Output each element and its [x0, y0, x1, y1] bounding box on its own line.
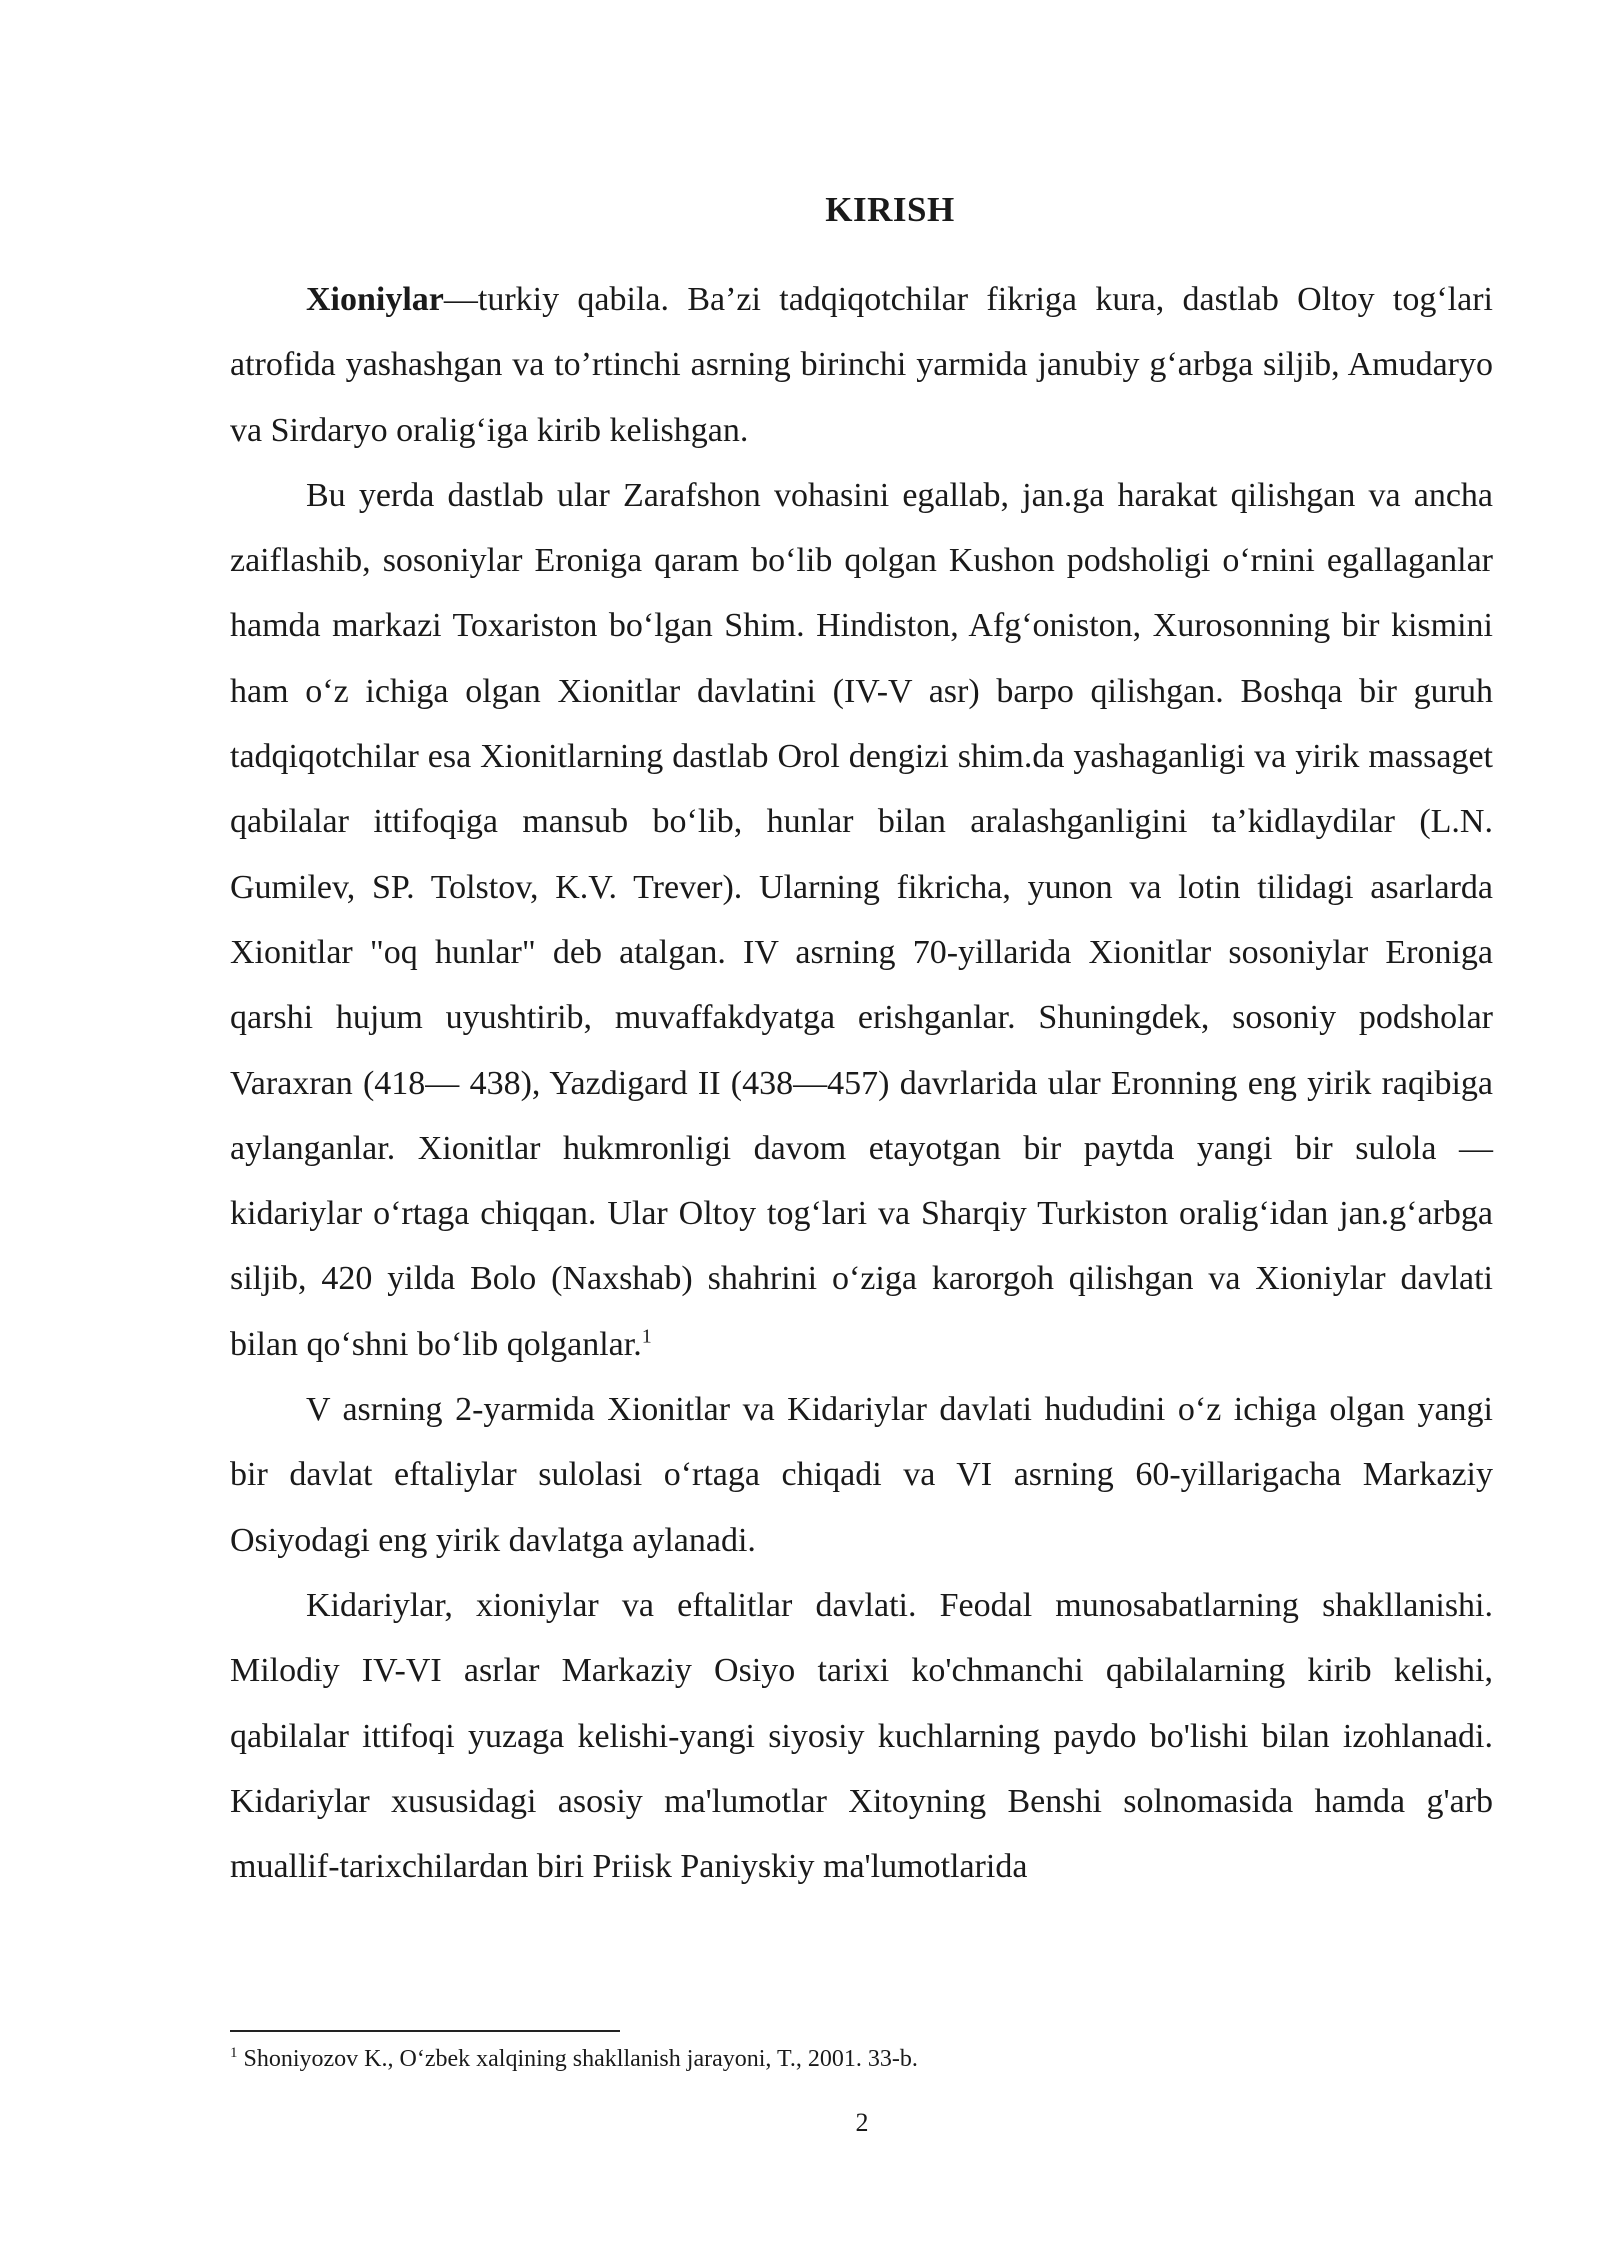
footnote-reference[interactable]: 1	[641, 1325, 652, 1348]
footnote-divider	[230, 2030, 620, 2032]
page-number: 2	[855, 2108, 869, 2137]
paragraph-1	[230, 267, 1493, 463]
body-text	[230, 267, 1493, 1899]
paragraph-text: V asrning 2-yarmida Xionitlar va Kidariylar davlati hududini o‘z ichiga olgan yangi bir davlat eftaliylar sulolasi o‘rtaga chiqadi va VI asrning 60-yillarigacha Markaziy Osiyodagi eng yirik davlatga aylanadi.	[230, 1391, 1493, 1559]
paragraph-text: Bu yerda dastlab ular Zarafshon vohasini egallab, jan.ga harakat qilishgan va ancha zaiflashib, sosoniylar Eroniga qaram bo‘lib qolgan Kushon podsholigi o‘rnini egallaganlar hamda markazi Toxariston bo‘lgan Shim. Hindiston, Afg‘oniston, Xurosonning bir kismini ham o‘z ichiga olgan Xionitlar davlatini (IV-V asr) barpo qilishgan. Boshqa bir guruh tadqiqotchilar esa Xionitlarning dastlab Orol dengizi shim.da yashaganligi va yirik massaget qabilalar ittifoqiga mansub bo‘lib, hunlar bilan aralashganligini ta’kidlaydilar (L.N. Gumilev, SP. Tolstov, K.V. Trever). Ularning fikricha, yunon va lotin tilidagi asarlarda Xionitlar "oq hunlar" deb atalgan. IV asrning 70-yillarida Xionitlar sosoniylar Eroniga qarshi hujum uyushtirib, muvaffakdyatga erishganlar. Shuningdek, sosoniy podsholar Varaxran (418— 438), Yazdigard II (438—457) davrlarida ular Eronning eng yirik raqibiga aylanganlar. Xionitlar hukmronligi davom etayotgan bir paytda yangi bir sulola — kidariylar o‘rtaga chiqqan. Ular Oltoy tog‘lari va Sharqiy Turkiston oralig‘idan jan.g‘arbga siljib, 420 yilda Bolo (Naxshab) shahrini o‘ziga karorgoh qilishgan va Xioniylar davlati bilan qo‘shni bo‘lib qolganlar.	[230, 476, 1493, 1363]
paragraph-2	[230, 463, 1493, 1377]
paragraph-3	[230, 1377, 1493, 1573]
footnote-text: Shoniyozov K., O‘zbek xalqining shakllanish jarayoni, T., 2001. 33-b.	[237, 2046, 918, 2072]
paragraph-text: Kidariylar, xioniylar va eftalitlar davlati. Feodal munosabatlarning shakllanishi. Milodiy IV-VI asrlar Markaziy Osiyo tarixi ko'chmanchi qabilalarning kirib kelishi, qabilalar ittifoqi yuzaga kelishi-yangi siyosiy kuchlarning paydo bo'lishi bilan izohlanadi. Kidariylar xususidagi asosiy ma'lumotlar Xitoyning Benshi solnomasida hamda g'arb muallif-tarixchilardan biri Priisk Paniyskiy ma'lumotlarida	[230, 1586, 1493, 1886]
paragraph-4	[230, 1573, 1493, 1899]
page-title: KIRISH	[825, 190, 955, 229]
paragraph-text: —turkiy qabila. Ba’zi tadqiqotchilar fikriga kura, dastlab Oltoy tog‘lari atrofida yashashgan va to’rtinchi asrning birinchi yarmida janubiy g‘arbga siljib, Amudaryo va Sirdaryo oralig‘iga kirib kelishgan.	[230, 281, 1493, 449]
footnote	[230, 2043, 1493, 2075]
lead-term: Xioniylar	[306, 281, 444, 318]
footnote-mark: 1	[230, 2045, 238, 2061]
